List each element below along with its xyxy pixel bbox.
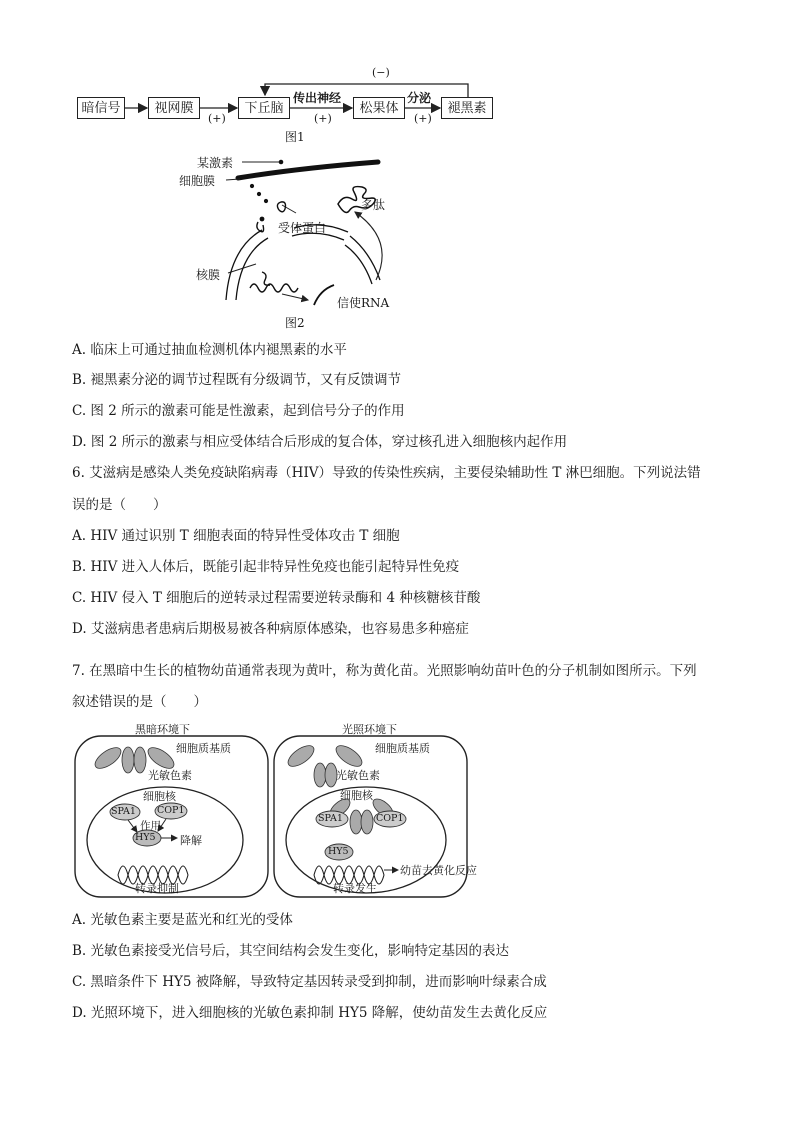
q5-option-c: C. 图 2 所示的激素可能是性激素，起到信号分子的作用 — [72, 403, 405, 419]
dark-action-label: 作用 — [140, 820, 161, 832]
label-nuclear-membrane: 核膜 — [196, 268, 221, 282]
sign-plus-1: (+) — [208, 112, 226, 125]
q5-option-b: B. 褪黑素分泌的调节过程既有分级调节，又有反馈调节 — [72, 372, 402, 388]
q6-stem-line-2: 误的是（ ） — [72, 497, 167, 513]
q6-option-c: C. HIV 侵入 T 细胞后的逆转录过程需要逆转录酶和 4 种核糖核苷酸 — [72, 590, 481, 606]
dark-result-label: 转录抑制 — [135, 882, 179, 895]
light-panel-title: 光照环境下 — [342, 723, 397, 736]
sign-plus-2: (+) — [314, 112, 332, 125]
q5-option-d: D. 图 2 所示的激素与相应受体结合后形成的复合体，穿过核孔进入细胞核内起作用 — [72, 434, 568, 450]
light-hy5-label: HY5 — [328, 846, 349, 857]
box-pineal-gland: 松果体 — [353, 97, 405, 119]
dark-hy5-label: HY5 — [135, 832, 156, 843]
figure-2-caption: 图2 — [285, 316, 305, 330]
sign-plus-3: (+) — [414, 112, 432, 125]
q6-option-d: D. 艾滋病患者患病后期极易被各种病原体感染，也容易患多种癌症 — [72, 621, 469, 637]
figure-1-caption: 图1 — [285, 130, 305, 144]
label-mrna: 信使RNA — [337, 296, 390, 310]
q6-option-a: A. HIV 通过识别 T 细胞表面的特异性受体攻击 T 细胞 — [72, 528, 400, 544]
box-dark-signal: 暗信号 — [77, 97, 125, 119]
light-spa1-label: SPA1 — [318, 813, 343, 824]
dark-degrade-label: 降解 — [180, 834, 202, 847]
light-cytoplasm-label: 细胞质基质 — [375, 742, 430, 755]
q6-stem-line-1: 6. 艾滋病是感染人类免疫缺陷病毒（HIV）导致的传染性疾病，主要侵染辅助性 T 淋巴细胞。下列说法错 — [72, 465, 701, 481]
light-phytochrome-label: 光敏色素 — [336, 769, 380, 782]
q7-option-b: B. 光敏色素接受光信号后，其空间结构会发生变化，影响特定基因的表达 — [72, 943, 510, 959]
light-result-label: 转录发生 — [333, 882, 377, 895]
q7-option-c: C. 黑暗条件下 HY5 被降解，导致特定基因转录受到抑制，进而影响叶绿素合成 — [72, 974, 547, 990]
label-hormone: 某激素 — [197, 156, 234, 170]
label-receptor-protein: 受体蛋白 — [278, 221, 327, 235]
dark-cytoplasm-label: 细胞质基质 — [176, 742, 231, 755]
q5-option-a: A. 临床上可通过抽血检测机体内褪黑素的水平 — [72, 342, 347, 358]
q7-stem-line-1: 7. 在黑暗中生长的植物幼苗通常表现为黄叶，称为黄化苗。光照影响幼苗叶色的分子机制如图所示。下列 — [72, 663, 697, 679]
dark-cop1-label: COP1 — [157, 805, 185, 816]
q6-option-b: B. HIV 进入人体后，既能引起非特异性免疫也能引起特异性免疫 — [72, 559, 460, 575]
dark-panel-title: 黑暗环境下 — [135, 723, 190, 736]
q7-option-a: A. 光敏色素主要是蓝光和红光的受体 — [72, 912, 293, 928]
q7-stem-line-2: 叙述错误的是（ ） — [72, 694, 207, 710]
label-secretion: 分泌 — [407, 91, 432, 105]
dark-nucleus-label: 细胞核 — [143, 790, 176, 803]
box-melatonin: 褪黑素 — [441, 97, 493, 119]
light-reaction-label: 幼苗去黄化反应 — [400, 864, 477, 877]
light-nucleus-label: 细胞核 — [340, 789, 373, 802]
dark-spa1-label: SPA1 — [111, 806, 136, 817]
q7-option-d: D. 光照环境下，进入细胞核的光敏色素抑制 HY5 降解，使幼苗发生去黄化反应 — [72, 1005, 548, 1021]
label-polypeptide: 多肽 — [361, 198, 386, 212]
box-retina: 视网膜 — [148, 97, 200, 119]
light-cop1-label: COP1 — [376, 813, 404, 824]
dark-phytochrome-label: 光敏色素 — [148, 769, 192, 782]
sign-minus: (−) — [372, 66, 390, 79]
box-hypothalamus: 下丘脑 — [238, 97, 290, 119]
label-cell-membrane: 细胞膜 — [179, 174, 216, 188]
label-efferent-nerve: 传出神经 — [293, 91, 342, 105]
